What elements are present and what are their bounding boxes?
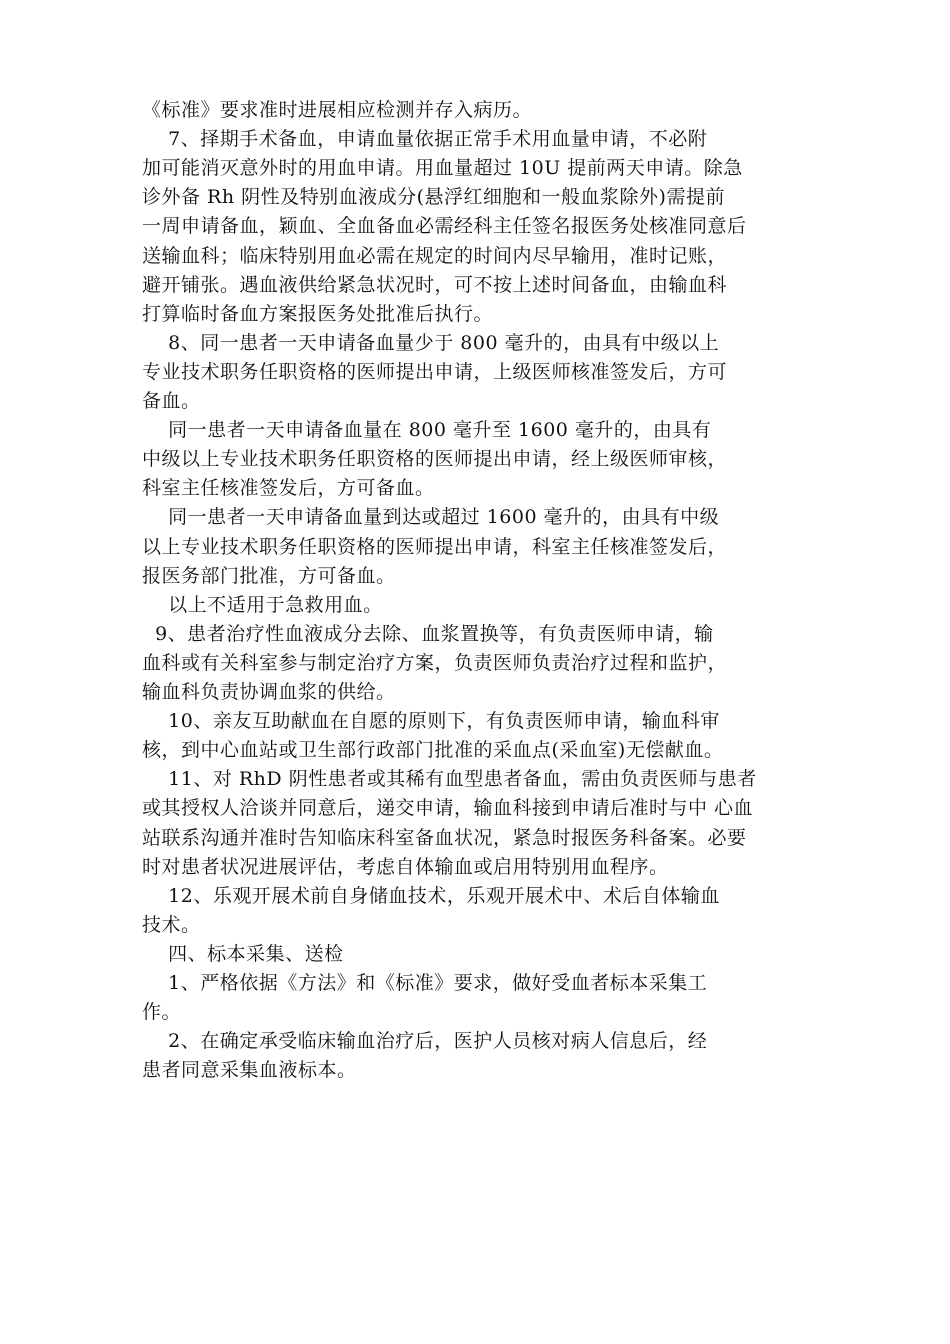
text-line: 技术。 [142,913,201,936]
text-line: 送输血科；临床特别用血必需在规定的时间内尽早输用，准时记账， [142,244,728,267]
text-line: 患者同意采集血液标本。 [142,1059,357,1082]
text-line: 以上不适用于急救用血。 [142,593,383,616]
text-line: 1、严格依据《方法》和《标准》要求，做好受血者标本采集工 [142,972,708,994]
text-line: 同一患者一天申请备血量到达或超过 1600 毫升的，由具有中级 [142,506,720,529]
text-line: 以上专业技术职务任职资格的医师提出申请，科室主任核准签发后， [142,535,728,558]
text-line: 作。 [142,1001,182,1024]
text-line: 打算临时备血方案报医务处批准后执行。 [142,302,494,325]
text-line: 避开铺张。遇血液供给紧急状况时，可不按上述时间备血，由输血科 [142,273,728,296]
text-line: 9、患者治疗性血液成分去除、血浆置换等，有负责医师申请，输 [142,622,714,645]
text-line: 输血科负责协调血浆的供给。 [142,681,396,703]
text-line: 四、标本采集、送检 [142,942,344,965]
text-line: 中级以上专业技术职务任职资格的医师提出申请，经上级医师审核， [142,448,728,471]
text-line: 核，到中心血站或卫生部行政部门批准的采血点(采血室)无偿献血。 [142,739,724,762]
text-line: 11、对 RhD 阴性患者或其稀有血型患者备血，需由负责医师与患者 [142,768,757,791]
text-line: 8、同一患者一天申请备血量少于 800 毫升的，由具有中级以上 [142,331,720,354]
text-line: 或其授权人洽谈并同意后，递交申请，输血科接到申请后准时与中 心血 [142,797,754,820]
text-line: 备血。 [142,390,201,412]
text-line: 一周申请备血，颖血、全血备血必需经科主任签名报医务处核准同意后 [142,215,747,238]
text-line: 血科或有关科室参与制定治疗方案，负责医师负责治疗过程和监护， [142,651,728,674]
text-line: 诊外备 Rh 阴性及特别血液成分(悬浮红细胞和一般血浆除外)需提前 [142,186,725,209]
text-line: 7、择期手术备血，申请血量依据正常手术用血量申请，不必附 [142,128,708,151]
text-line: 专业技术职务任职资格的医师提出申请，上级医师核准签发后，方可 [142,360,728,383]
text-line: 时对患者状况进展评估，考虑自体输血或启用特别用血程序。 [142,855,669,878]
text-line: 站联系沟通并准时告知临床科室备血状况，紧急时报医务科备案。必要 [142,826,747,849]
text-line: 《标准》要求准时进展相应检测并存入病历。 [142,99,533,121]
text-line: 科室主任核准签发后，方可备血。 [142,477,435,500]
text-line: 加可能消灭意外时的用血申请。用血量超过 10U 提前两天申请。除急 [142,157,743,180]
text-line: 同一患者一天申请备血量在 800 毫升至 1600 毫升的，由具有 [142,419,712,442]
text-line: 报医务部门批准，方可备血。 [142,564,396,587]
text-line: 10、亲友互助献血在自愿的原则下，有负责医师申请，输血科审 [142,710,720,733]
text-line: 12、乐观开展术前自身储血技术，乐观开展术中、术后自体输血 [142,884,720,907]
text-line: 2、在确定承受临床输血治疗后，医护人员核对病人信息后，经 [142,1030,708,1053]
